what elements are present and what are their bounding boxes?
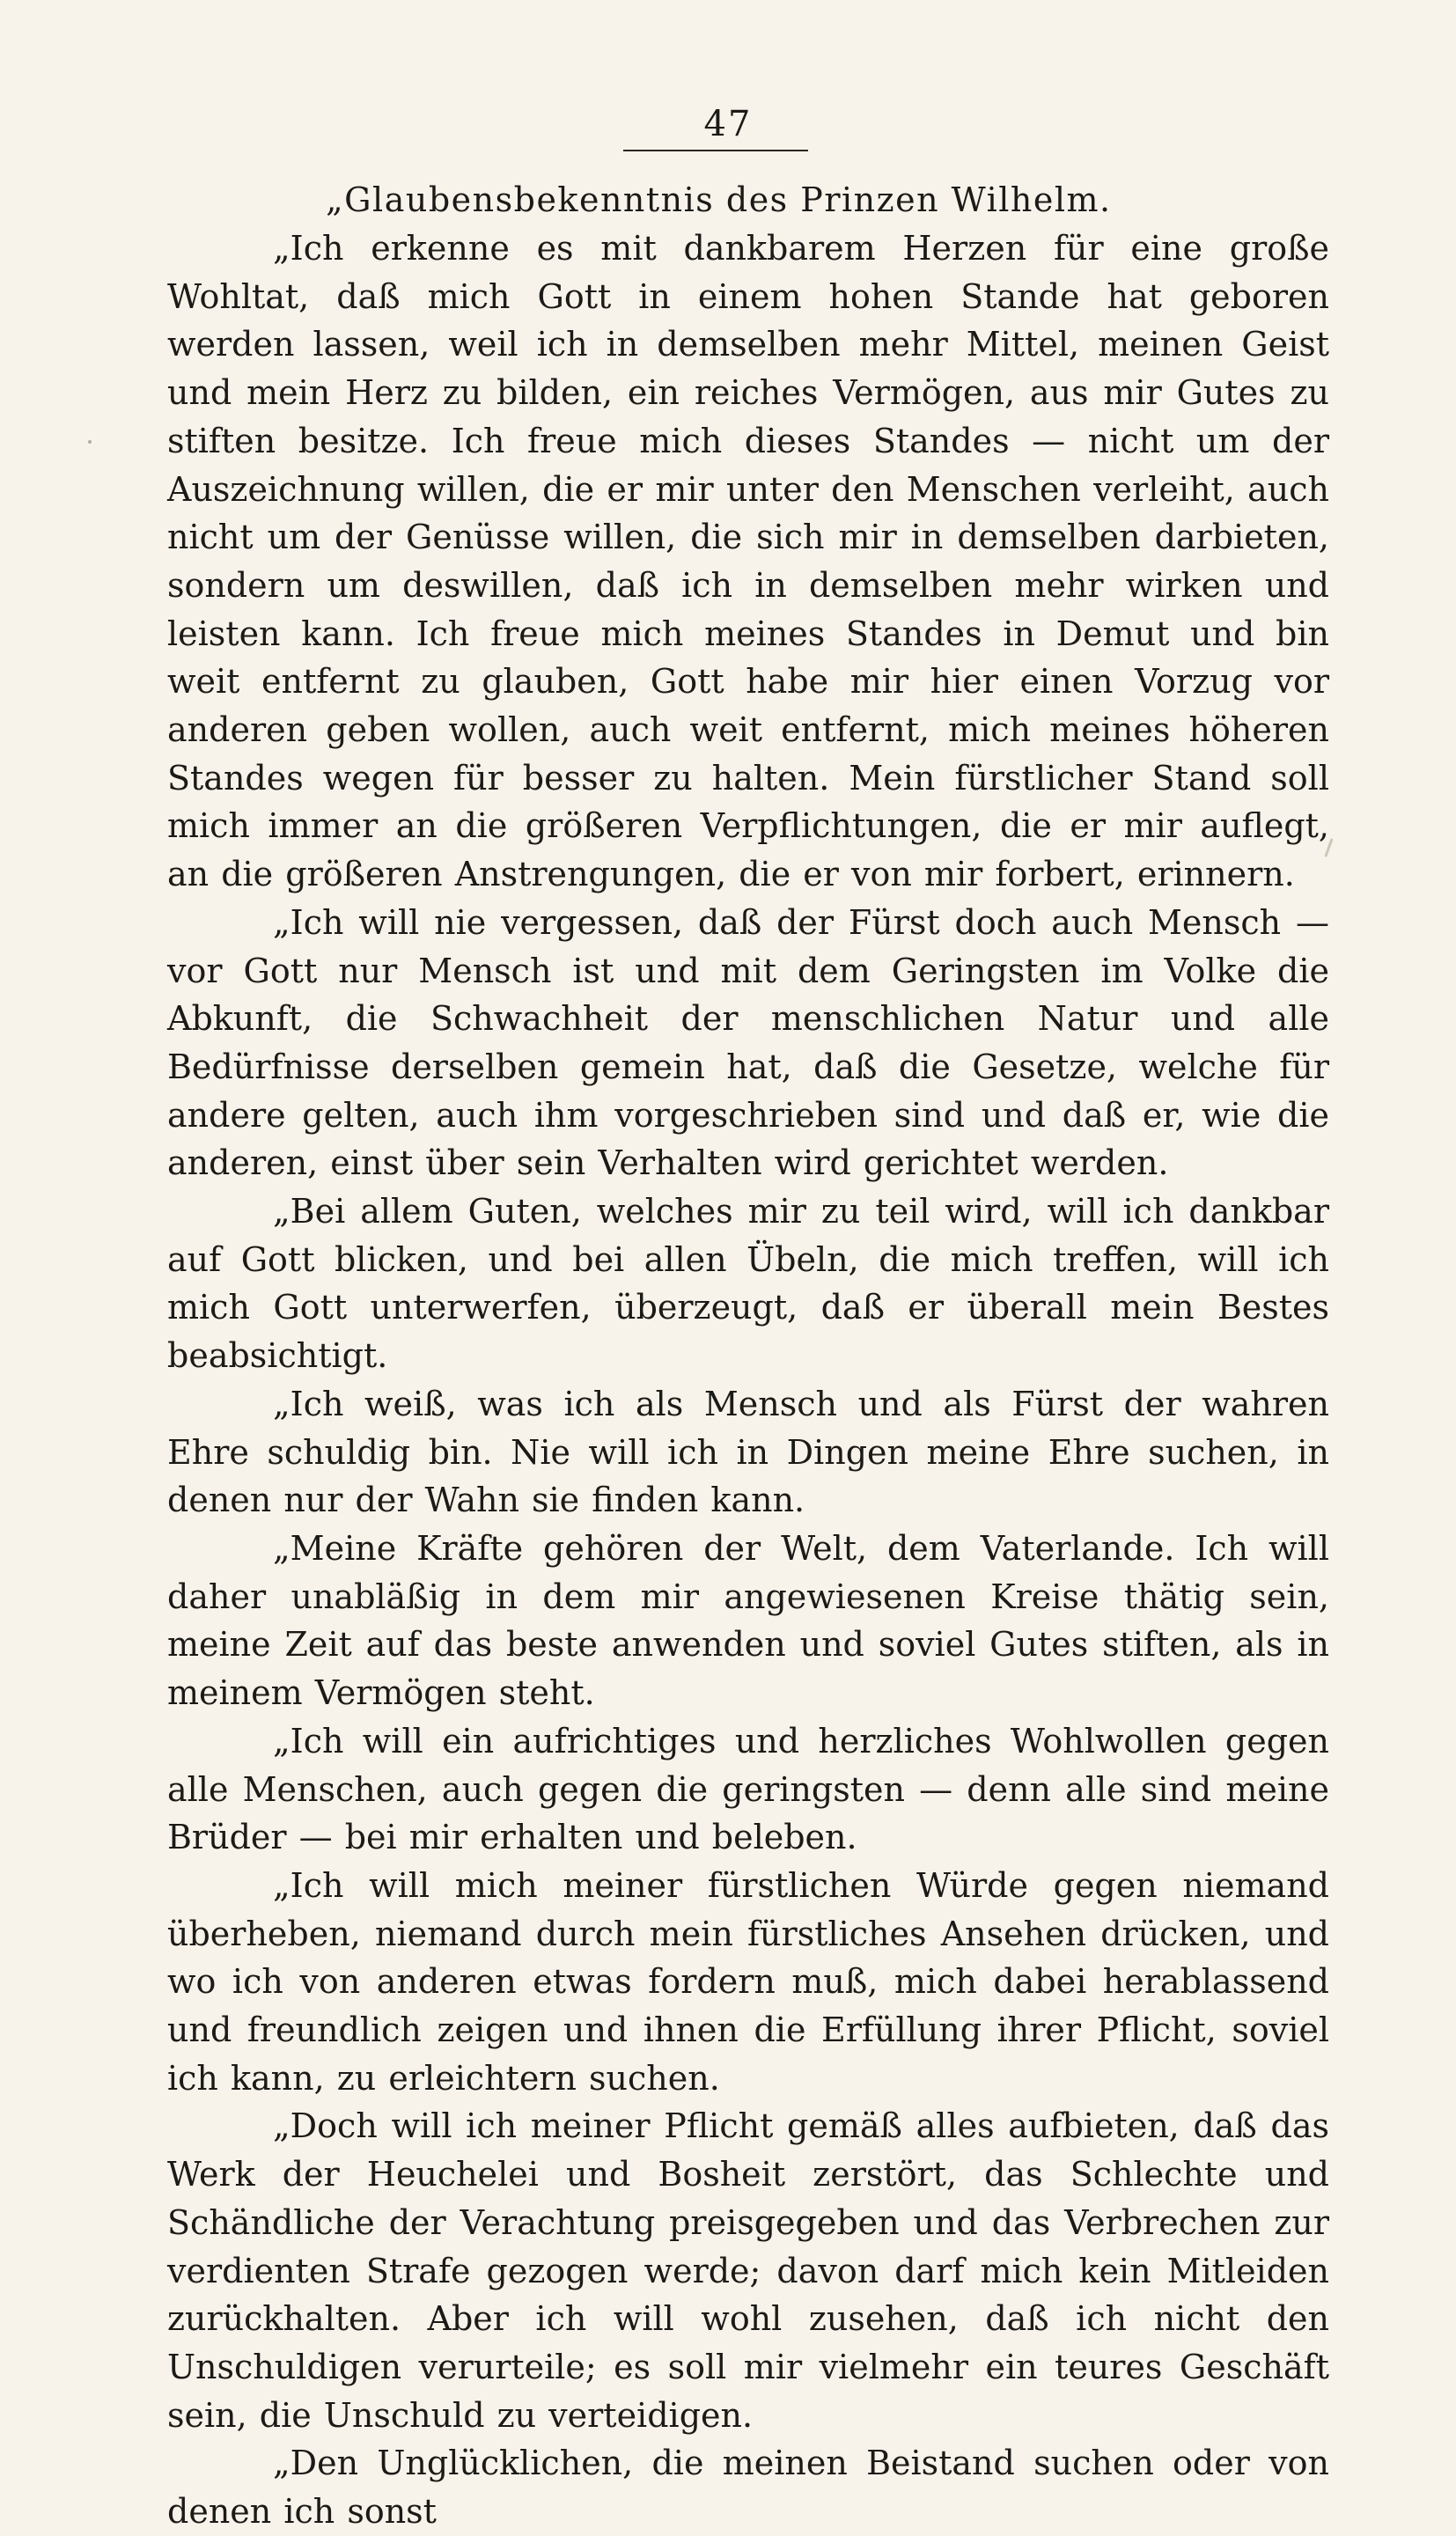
paragraph: „Ich weiß, was ich als Mensch und als Fürst der wahren Ehre schuldig bin. Nie will ich in Dingen meine Ehre suchen, in denen nur der Wahn sie finden kann. [167,1384,1329,1520]
paragraph: „Bei allem Guten, welches mir zu teil wird, will ich dankbar auf Gott blicken, und bei allen Übeln, die mich treffen, will ich mich Gott unterwerfen, überzeugt, daß er überall mein Bestes beabsichtigt. [167,1192,1329,1376]
paragraph: „Ich will nie vergessen, daß der Fürst doch auch Mensch — vor Gott nur Mensch ist und mit dem Geringsten im Volke die Abkunft, die Schwachheit der menschlichen Natur und alle Bedürfnisse derselben gemein hat, daß die Gesetze, welche für andere gelten, auch ihm vorgeschrieben sind und daß er, wie die anderen, einst über sein Verhalten wird gerichtet werden. [167,902,1329,1183]
header-rule [623,150,808,151]
paragraph: „Ich erkenne es mit dankbarem Herzen für eine große Wohltat, daß mich Gott in einem hohen Stande hat geboren werden lassen, weil ich in demselben mehr Mittel, meinen Geist und mein Herz zu bilden, ein reiches Vermögen, aus mir Gutes zu stiften besitze. Ich freue mich dieses Standes — nicht um der Auszeichnung willen, die er mir unter den Menschen verleiht, auch nicht um der Genüsse willen, die sich mir in demselben darbieten, sondern um deswillen, daß ich in demselben mehr wirken und leisten kann. Ich freue mich meines Standes in Demut und bin weit entfernt zu glauben, Gott habe mir hier einen Vorzug vor anderen geben wollen, auch weit entfernt, mich meines höheren Standes wegen für besser zu halten. Mein fürstlicher Stand soll mich immer an die größeren Verpflichtungen, die er mir auflegt, an die größeren Anstrengungen, die er von mir forbert, erinnern. [167,229,1329,894]
page-number: 47 [703,104,753,144]
paragraph: „Meine Kräfte gehören der Welt, dem Vaterlande. Ich will daher unabläßig in dem mir angewiesenen Kreise thätig sein, meine Zeit auf das beste anwenden und soviel Gutes stiften, als in meinem Vermögen steht. [167,1528,1329,1713]
paragraph: „Doch will ich meiner Pflicht gemäß alles aufbieten, daß das Werk der Heuchelei und Bosheit zerstört, das Schlechte und Schändliche der Verachtung preisgegeben und das Verbrechen zur verdienten Strafe gezogen werde; davon darf mich kein Mitleiden zurückhalten. Aber ich will wohl zusehen, daß ich nicht den Unschuldigen verurteile; es soll mir vielmehr ein teures Geschäft sein, die Unschuld zu verteidigen. [167,2106,1329,2435]
paragraph: „Ich will ein aufrichtiges und herzliches Wohlwollen gegen alle Menschen, auch gegen die geringsten — denn alle sind meine Brüder — bei mir erhalten und beleben. [167,1721,1329,1857]
body-text [167,176,1329,2536]
paragraph: „Ich will mich meiner fürstlichen Würde gegen niemand überheben, niemand durch mein fürstliches Ansehen drücken, und wo ich von anderen etwas fordern muß, mich dabei herablassend und freundlich zeigen und ihnen die Erfüllung ihrer Pflicht, soviel ich kann, zu erleichtern suchen. [167,1865,1329,2098]
paper-speck [88,440,92,444]
paragraph: „Den Unglücklichen, die meinen Beistand suchen oder von denen ich sonst [167,2444,1329,2532]
section-heading: „Glaubensbekenntnis des Prinzen Wilhelm. [326,180,1112,219]
